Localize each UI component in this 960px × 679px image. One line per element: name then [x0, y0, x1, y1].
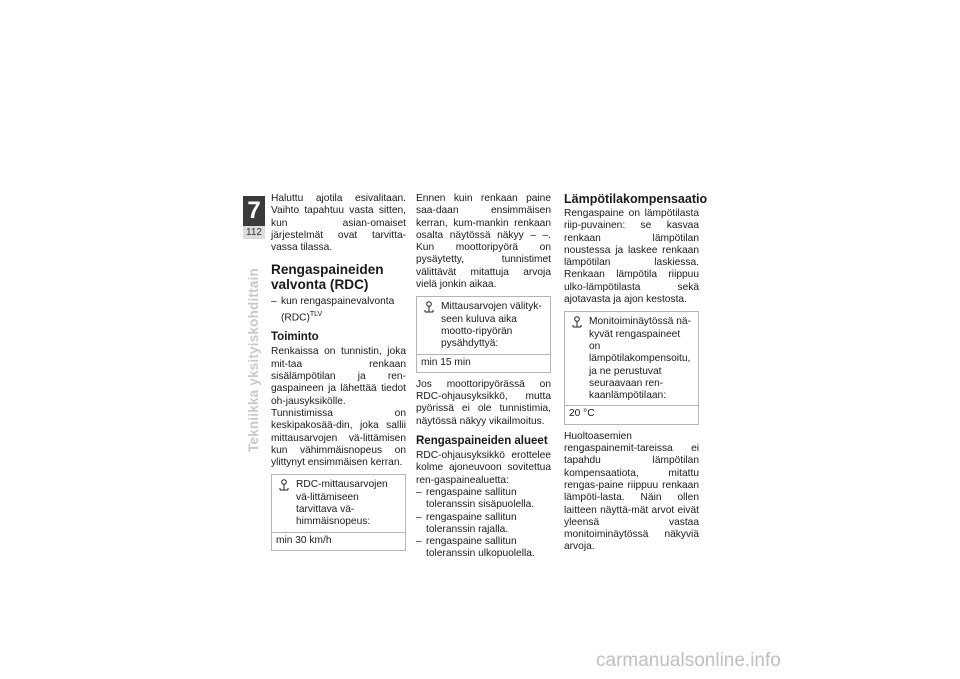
tire-pressure-gauge-icon [276, 479, 296, 528]
dash-item: – rengaspaine sallitun toleranssin sisäpuolella. [416, 487, 551, 512]
column-1 [271, 193, 406, 557]
paragraph: RDC-ohjausyksikkö erottelee kolme ajoneuvoon sovitettua ren-gaspainealuetta: [416, 450, 551, 486]
column-2 [416, 193, 551, 561]
note-value: min 30 km/h [276, 534, 332, 546]
tire-pressure-gauge-icon [569, 316, 589, 402]
dash-item-text: kun rengaspainevalvonta (RDC) [281, 296, 395, 324]
note-value: min 15 min [421, 356, 471, 368]
intro-paragraph: Haluttu ajotila esivalitaan. Vaihto tapahtuu vasta sitten, kun asian-omaiset järjestelmät ovat tarvitta-vassa tilassa. [271, 193, 406, 254]
tire-pressure-gauge-icon [421, 301, 441, 350]
paragraph: Huoltoasemien rengaspainemit-tareissa ei tapahdu lämpötilan kompensaatiota, mitattu rengas-paine riippuu renkaan lämpöti-lasta. Näin ollen laitteen näyttä-mät arvot eivät yleensä vastaa monitoiminäytössä näkyviä arvoja. [564, 430, 699, 553]
function-paragraph-1: Renkaissa on tunnistin, joka mit-taa renkaan sisälämpötilan ja ren-gaspaineen ja lähettää tiedot oh-jausyksikölle. [271, 346, 406, 407]
note-text: RDC-mittausarvojen vä-littämiseen tarvittava vä-himmäisnopeus: [296, 479, 388, 528]
dash-item: – rengaspaine sallitun toleranssin rajalla. [416, 512, 551, 537]
column-3 [564, 192, 708, 554]
section-heading-rdc: Rengaspaineiden valvonta (RDC) [271, 262, 384, 293]
dash-item-text: rengaspaine sallitun toleranssin sisäpuolella. [426, 486, 535, 511]
note-value: 20 °C [569, 408, 595, 420]
paragraph: Rengaspaine on lämpötilasta riip-puvainen: se kasvaa renkaan lämpötilan noustessa ja laskee renkaan lämpötilan laskiessa. Renkaan lämpötila riippuu ulko-lämpötilasta sekä ajotavasta ja ajon kestosta. [564, 208, 699, 306]
option-superscript: TLV [309, 310, 323, 318]
dash-item: – kun rengaspainevalvonta (RDC)$^{TLV}$ [271, 296, 395, 324]
paragraph: Jos moottoripyörässä on RDC-ohjausyksikkö, mutta pyörissä ei ole tunnistimia, näytössä näkyy vikailmoitus. [416, 378, 551, 427]
function-paragraph-2: Tunnistimissa on keskipakosää-din, joka sallii mittausarvojen vä-littämisen kun vähimmäisnopeus on ylittynyt ensimmäisen kerran. [271, 407, 406, 469]
note-text: Mittausarvojen välityk-seen kuluva aika mootto-ripyörän pysähdyttyä: [441, 301, 542, 350]
chapter-side-title: Tekniikka yksityiskohdittain [246, 268, 261, 452]
subheading-ranges: Rengaspaineiden alueet [416, 435, 548, 448]
dash-item: – rengaspaine sallitun toleranssin ulkopuolella. [416, 536, 551, 561]
chapter-number: 7 [243, 196, 265, 226]
dash-item-text: rengaspaine sallitun toleranssin rajalla. [426, 511, 517, 535]
spec-note-box [416, 296, 551, 372]
page-number: 112 [243, 226, 265, 239]
spec-note-box [271, 474, 406, 550]
subheading-temperature: Lämpötilakompensaatio [564, 192, 708, 206]
dash-item-text: rengaspaine sallitun toleranssin ulkopuolella. [426, 536, 535, 560]
watermark: carmanualsonline.info [596, 650, 781, 671]
spec-note-box [564, 311, 699, 424]
paragraph: Ennen kuin renkaan paine saa-daan ensimmäisen kerran, kum-mankin renkaan osalta näytössä näkyy – –. Kun moottoripyörä on pysäytetty, tunnistimet välittävät mitattuja arvoja vielä jonkin aikaa. [416, 193, 551, 291]
note-text: Monitoiminäytössä nä-kyvät rengaspaineet on lämpötilakompensoitu, ja ne perustuvat seuraavaan ren-kaanlämpötilaan: [589, 316, 691, 402]
subheading-toiminto: Toiminto [271, 331, 319, 344]
